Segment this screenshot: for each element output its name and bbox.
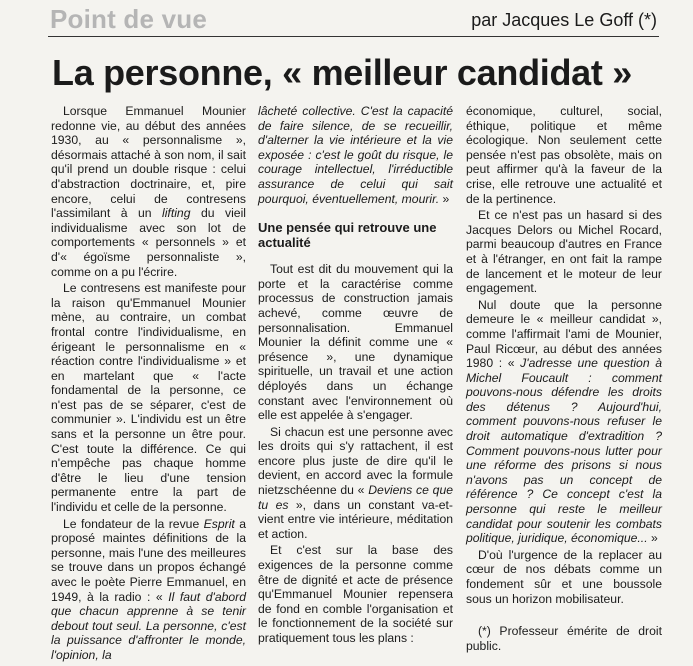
italic-quote: lâcheté collective. C'est la capacité de faire silence, de se recueillir, d'alterner la vie intérieure et la vie exposée : c'est le goût du risque, le courage intellectuel, l'irréductible assurance de celui qui sait pourquoi, éventuellement, mourir. (258, 104, 453, 206)
text-run: », dans un constant va-et-vient entre vie intérieure, méditation et action. (258, 497, 453, 541)
paragraph (258, 104, 453, 206)
paragraph (51, 104, 246, 279)
text-run: a proposé maintes définitions de la personne, mais l'une des meilleures se trouve dans un propos échangé avec le poète Pierre Emmanuel, en 1949, à la radio : « (51, 516, 247, 604)
column-1 (51, 104, 246, 663)
header-rule (48, 36, 659, 37)
text-run: » (439, 191, 450, 206)
italic-run: lifting (162, 206, 191, 221)
italic-quote: J'adresse une question à Michel Foucault : comment pouvons-nous défendre les droits des détenus ? Aujourd'hui, comment pouvons-nous refuser le droit automatique d'extradition ? Comment pouvons-nous lutter pour une réforme des prisons si nous n'avons pas un concept de référence ? Ce concept c'est la personne qui reste le meilleur candidat pour soutenir les combats politique, juridique, économique... (466, 356, 662, 546)
paragraph: Et ce n'est pas un hasard si des Jacques Delors ou Michel Rocard, parmi beaucoup d'autres en France et à l'étranger, en ont fait la rampe de lancement et le moteur de leur engagement. (466, 208, 662, 296)
article-headline: La personne, « meilleur candidat » (52, 52, 632, 93)
section-rubric: Point de vue (50, 4, 207, 34)
text-run: Nul doute que la personne demeure le « meilleur candidat », comme l'affirmait l'ami de Mounier, Paul Ricœur, au début des années 1980 : « (466, 297, 662, 371)
italic-run: Deviens ce que tu es (258, 483, 453, 512)
text-run: Lorsque Emmanuel Mounier redonne vie, au début des années 1930, au « personnalisme », désormais attaché à son nom, il sait qu'il prend un double risque : celui d'abstraction doctrinaire, et, pire encore, celui de contresens l'assimilant à un (51, 104, 246, 221)
italic-run: Esprit (203, 516, 235, 531)
column-2 (258, 104, 453, 646)
column-3 (466, 104, 662, 653)
text-run: » (647, 531, 658, 546)
paragraph: économique, culturel, social, éthique, politique et même écologique. Non seulement cette pensée n'est pas obsolète, mais on peut affirmer qu'à la faveur de la crise, elle retrouve une actualité et de la pertinence. (466, 104, 662, 206)
text-run: du vieil individualisme avec son lot de comportements « personnels » et d'« égoïsme personnaliste », comme on a pu l'écrire. (51, 206, 246, 279)
paragraph: Tout est dit du mouvement qui la porte et la caractérise comme processus de construction jamais achevé, comme œuvre de personnalisation. Emmanuel Mounier la définit comme une « présence », une dynamique spirituelle, un travail et une action déployés dans un échange constant avec l'environnement où elle est appelée à s'engager. (258, 262, 453, 423)
paragraph: Le contresens est manifeste pour la raison qu'Emmanuel Mounier mène, au contraire, un combat frontal contre l'individualisme, en érigeant le personnalisme en « réaction contre l'individualisme » et en martelant que « l'acte fondamental de la personne, ce n'est pas de se séparer, c'est de communier ». L'individu est un être sans et la personne un être pour. C'est toute la différence. Ce qui n'empêche pas chaque homme d'être le lieu d'une tension permanente entre la part de l'individu et celle de la personne. (51, 281, 246, 515)
text-run: Si chacun est une personne avec les droits qui s'y rattachent, il est encore plus juste de dire qu'il le devient, en accord avec la formule nietzschéenne du « (258, 424, 453, 498)
paragraph (258, 425, 453, 542)
section-subhead: Une pensée qui retrouve une actualité (258, 220, 437, 251)
paragraph: D'où l'urgence de la replacer au cœur de nos débats comme un fondement sûr et une boussole sous un horizon mobilisateur. (466, 547, 662, 606)
italic-quote: Il faut d'abord que chacun apprenne à se tenir debout tout seul. La personne, c'est la puissance d'affronter le monde, l'opinion, la (51, 589, 246, 662)
author-byline: par Jacques Le Goff (*) (471, 10, 657, 30)
text-run: Le fondateur de la revue (63, 516, 204, 531)
paragraph: Et c'est sur la base des exigences de la personne comme être de dignité et acte de présence qu'Emmanuel Mounier repensera de fond en comble l'organisation et le fonctionnement de la société sur pratiquement tous les plans : (258, 543, 453, 645)
author-footnote: (*) Professeur émérite de droit public. (466, 624, 662, 653)
paragraph (51, 517, 246, 663)
paragraph (466, 298, 662, 546)
